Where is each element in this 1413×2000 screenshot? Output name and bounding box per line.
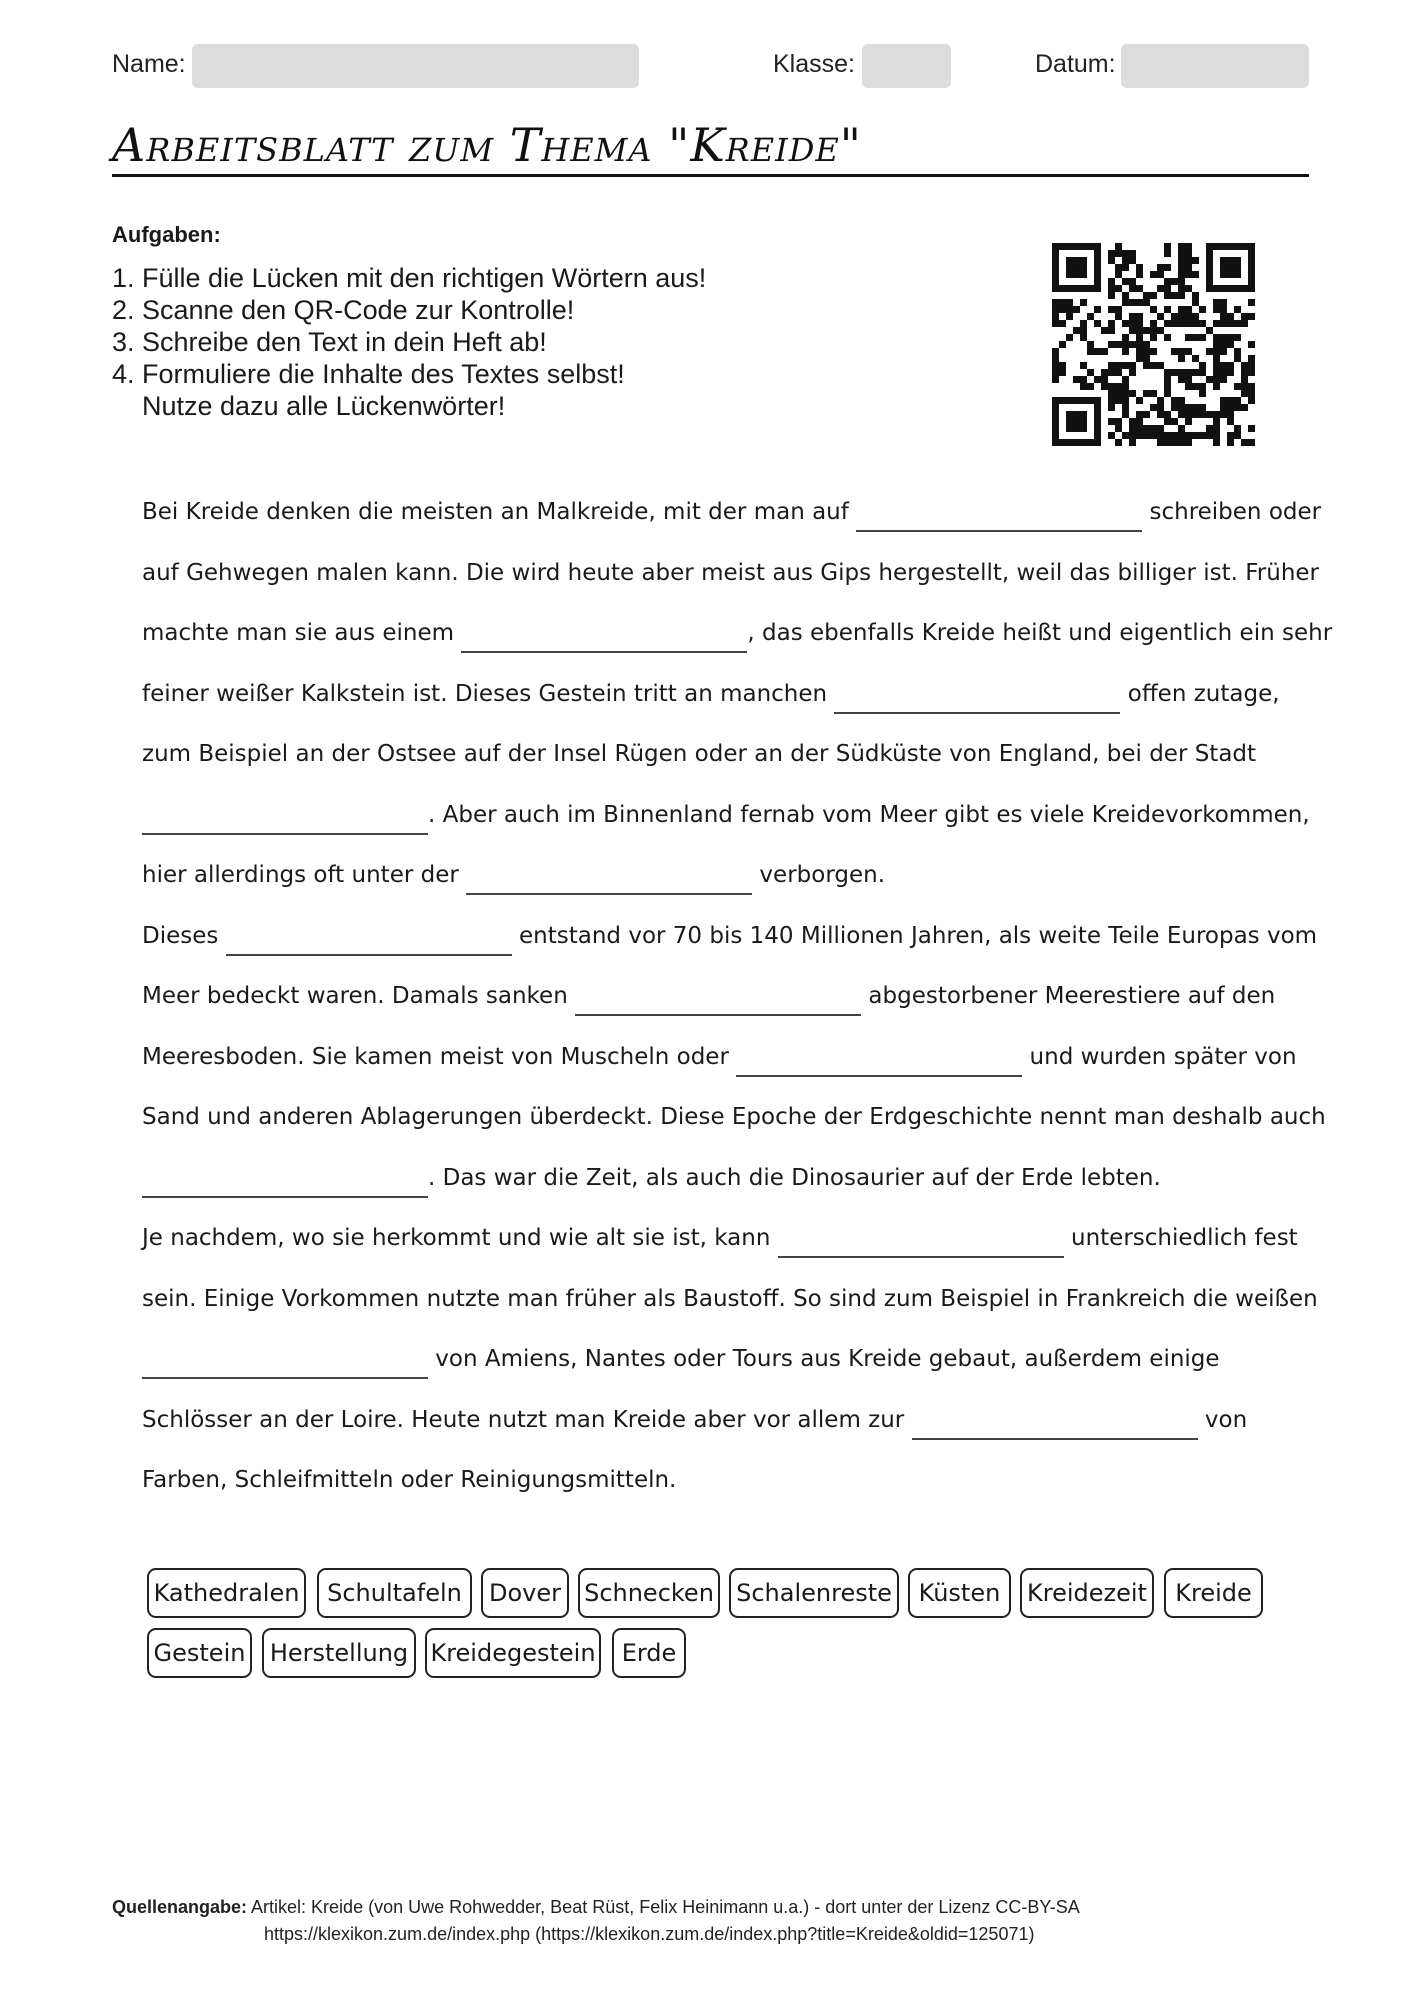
text-fragment: Farben, Schleifmitteln oder Reinigungsmitteln. (142, 1467, 677, 1493)
text-fragment: unterschiedlich fest (1063, 1225, 1298, 1251)
text-fragment: offen zutage, (1120, 680, 1280, 707)
text-line (142, 613, 1332, 653)
text-fragment: , das ebenfalls Kreide heißt und eigentlich ein sehr (747, 620, 1333, 646)
class-label: Klasse: (773, 50, 855, 78)
text-fragment: feiner weißer Kalkstein ist. Dieses Gestein tritt an manchen (142, 680, 835, 707)
name-field[interactable] (192, 44, 639, 88)
text-line (142, 1218, 1298, 1258)
text-fragment: . Das war die Zeit, als auch die Dinosaurier auf der Erde lebten. (428, 1164, 1161, 1191)
text-line (142, 1400, 1247, 1440)
blank-field[interactable] (736, 1047, 1022, 1077)
text-fragment: schreiben oder (1142, 499, 1322, 525)
text-fragment: zum Beispiel an der Ostsee auf der Insel Rügen oder an der Südküste von England, bei der Stadt (142, 741, 1257, 767)
task-item: 3. Schreibe den Text in dein Heft ab! (112, 327, 547, 357)
blank-field[interactable] (466, 865, 752, 895)
text-fragment: von (1197, 1406, 1248, 1433)
blank-field[interactable] (856, 502, 1142, 532)
source-text: Artikel: Kreide (von Uwe Rohwedder, Beat Rüst, Felix Heinimann u.a.) - dort unter der Lizenz CC-BY-SA (247, 1897, 1080, 1917)
text-fragment: Bei Kreide denken die meisten an Malkreide, mit der man auf (142, 499, 857, 525)
text-line (142, 1460, 676, 1500)
word-tile[interactable]: Erde (612, 1628, 686, 1678)
word-tile[interactable]: Dover (481, 1568, 569, 1618)
text-fragment: sein. Einige Vorkommen nutzte man früher als Baustoff. So sind zum Beispiel in Frankreich die weißen (142, 1285, 1318, 1312)
text-fragment: Sand und anderen Ablagerungen überdeckt. Diese Epoche der Erdgeschichte nennt man deshalb auch (142, 1104, 1326, 1130)
word-tile[interactable]: Herstellung (262, 1628, 416, 1678)
word-tile[interactable]: Kreide (1164, 1568, 1263, 1618)
text-line (142, 855, 885, 895)
word-tile[interactable]: Kreidezeit (1020, 1568, 1154, 1618)
text-fragment: Meeresboden. Sie kamen meist von Muscheln oder (142, 1043, 737, 1070)
tasks-heading: Aufgaben: (112, 222, 221, 247)
text-fragment: . Aber auch im Binnenland fernab vom Meer gibt es viele Kreidevorkommen, (428, 801, 1310, 828)
blank-field[interactable] (778, 1228, 1064, 1258)
title-underline (112, 174, 1309, 177)
blank-field[interactable] (226, 926, 512, 956)
text-line (142, 1279, 1318, 1319)
text-fragment: Je nachdem, wo sie herkommt und wie alt sie ist, kann (142, 1225, 778, 1251)
text-line (142, 1097, 1326, 1137)
blank-field[interactable] (142, 1168, 428, 1198)
text-line (142, 553, 1319, 593)
blank-field[interactable] (912, 1410, 1198, 1440)
text-fragment: verborgen. (752, 862, 886, 888)
word-tile[interactable]: Schultafeln (317, 1568, 472, 1618)
text-fragment: Schlösser an der Loire. Heute nutzt man Kreide aber vor allem zur (142, 1406, 912, 1433)
date-label: Datum: (1035, 50, 1116, 78)
blank-field[interactable] (834, 684, 1120, 714)
word-tile[interactable]: Schnecken (578, 1568, 720, 1618)
blank-field[interactable] (461, 623, 747, 653)
blank-field[interactable] (142, 1349, 428, 1379)
text-line (142, 492, 1321, 532)
task-item: 2. Scanne den QR-Code zur Kontrolle! (112, 295, 575, 325)
text-fragment: auf Gehwegen malen kann. Die wird heute aber meist aus Gips hergestellt, weil das billiger ist. Früher (142, 559, 1319, 586)
text-line (142, 1339, 1220, 1379)
source-note (112, 1897, 1080, 1918)
text-line (142, 674, 1280, 714)
text-fragment: entstand vor 70 bis 140 Millionen Jahren, als weite Teile Europas vom (511, 922, 1318, 949)
task-list (112, 262, 706, 422)
text-fragment: hier allerdings oft unter der (142, 862, 467, 888)
text-fragment: von Amiens, Nantes oder Tours aus Kreide gebaut, außerdem einige (428, 1346, 1220, 1372)
class-field[interactable] (862, 44, 951, 88)
task-item: Nutze dazu alle Lückenwörter! (112, 391, 506, 421)
text-fragment: abgestorbener Meerestiere auf den (861, 983, 1276, 1009)
text-line (142, 1158, 1161, 1198)
text-line (142, 795, 1310, 835)
text-line (142, 976, 1275, 1016)
worksheet-title: Arbeitsblatt zum Thema "Kreide" (112, 118, 862, 172)
text-line (142, 734, 1256, 774)
source-label: Quellenangabe: (112, 1897, 248, 1917)
blank-field[interactable] (142, 805, 428, 835)
word-tile[interactable]: Schalenreste (729, 1568, 899, 1618)
task-item: 4. Formuliere die Inhalte des Textes selbst! (112, 359, 625, 389)
name-label: Name: (112, 50, 186, 78)
text-fragment: Meer bedeckt waren. Damals sanken (142, 983, 576, 1009)
text-fragment: Dieses (142, 922, 226, 949)
text-line (142, 916, 1317, 956)
task-item: 1. Fülle die Lücken mit den richtigen Wörtern aus! (112, 263, 707, 293)
text-fragment: und wurden später von (1022, 1043, 1297, 1070)
word-tile[interactable]: Kreidegestein (425, 1628, 601, 1678)
source-url: https://klexikon.zum.de/index.php (https://klexikon.zum.de/index.php?title=Kreide&oldid=125071) (264, 1924, 1035, 1944)
word-tile[interactable]: Küsten (908, 1568, 1011, 1618)
word-tile[interactable]: Gestein (147, 1628, 252, 1678)
qr-code-icon[interactable] (1052, 243, 1255, 446)
word-tile[interactable]: Kathedralen (147, 1568, 306, 1618)
text-fragment: machte man sie aus einem (142, 620, 462, 646)
text-line (142, 1037, 1297, 1077)
date-field[interactable] (1121, 44, 1309, 88)
blank-field[interactable] (575, 986, 861, 1016)
